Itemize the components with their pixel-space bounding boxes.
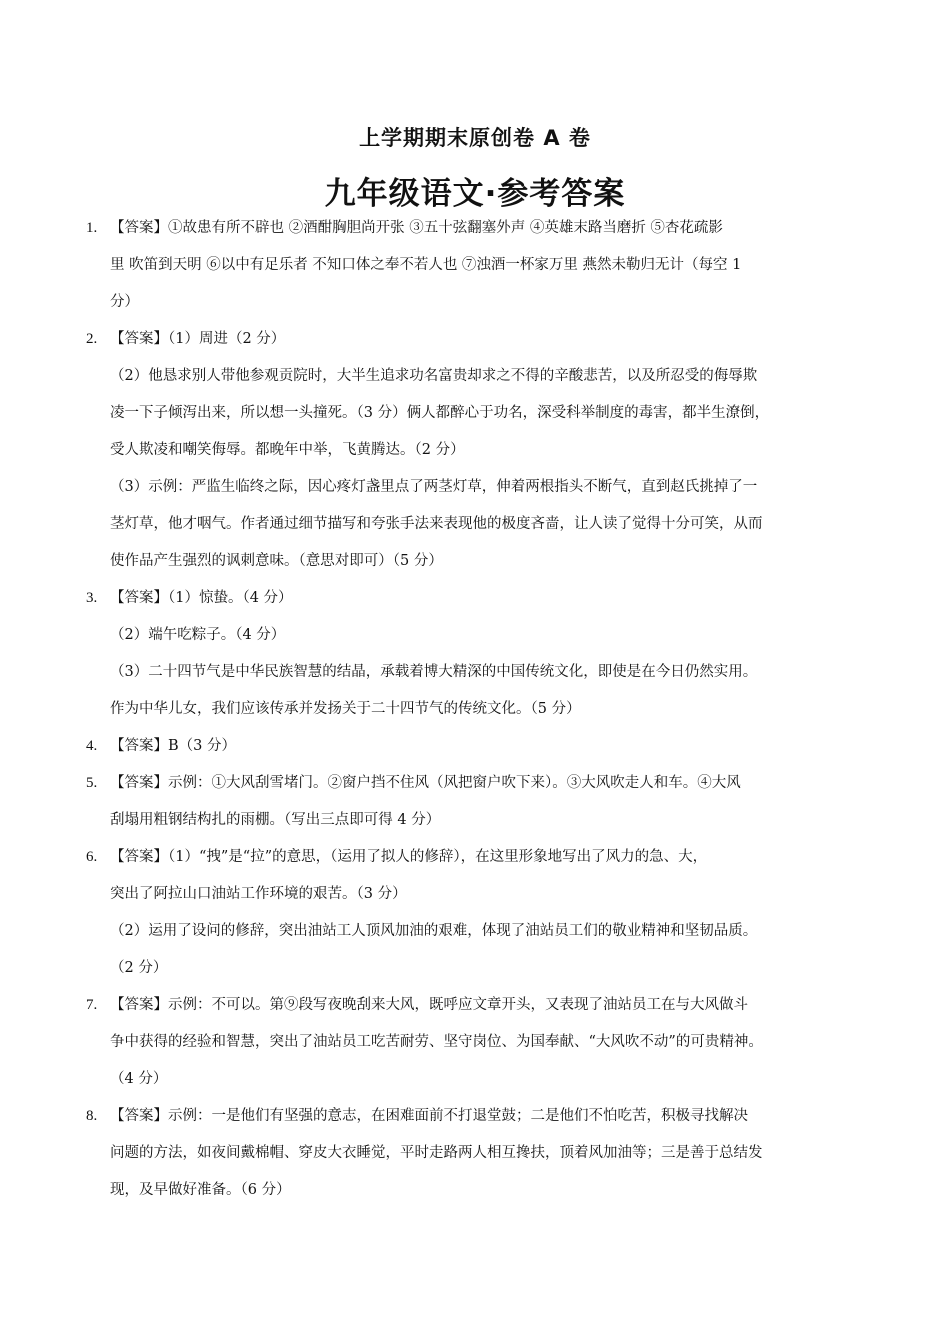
answer-line: 【答案】（1）“拽”是“拉”的意思，（运用了拟人的修辞），在这里形象地写出了风力的急、大， [110, 849, 708, 865]
answer-line: （2）端午吃粽子。（4 分） [110, 627, 286, 643]
answer-line: （3）示例：严监生临终之际，因心疼灯盏里点了两茎灯草，伸着两根指头不断气，直到赵氏挑掉了一 [110, 479, 758, 495]
answer-line: 作为中华儿女，我们应该传承并发扬关于二十四节气的传统文化。（5 分） [110, 701, 581, 717]
answer-line: 分） [110, 294, 139, 310]
answer-number: 2. [86, 331, 98, 347]
answer-item [86, 728, 886, 765]
answer-line: 使作品产生强烈的讽刺意味。（意思对即可）（5 分） [110, 553, 443, 569]
answer-number: 3. [86, 590, 98, 606]
answer-line: 【答案】示例：一是他们有坚强的意志，在困难面前不打退堂鼓；二是他们不怕吃苦，积极寻找解决 [110, 1108, 748, 1124]
answer-line: 受人欺凌和嘲笑侮辱。都晚年中举，飞黄腾达。（2 分） [110, 442, 465, 458]
answer-number: 4. [86, 738, 98, 754]
answer-line: （3）二十四节气是中华民族智慧的结晶，承载着博大精深的中国传统文化，即使是在今日仍然实用。 [110, 664, 758, 680]
page-title: 九年级语文·参考答案 [324, 176, 626, 212]
answer-item [86, 580, 886, 728]
answer-line: 里 吹笛到天明 ⑥以中有足乐者 不知口体之奉不若人也 ⑦浊酒一杯家万里 燕然未勒归无计（每空 1 [110, 257, 742, 273]
answer-number: 7. [86, 997, 98, 1013]
answer-item [86, 1098, 886, 1209]
answer-line: 茎灯草，他才咽气。作者通过细节描写和夸张手法来表现他的极度吝啬，让人读了觉得十分可笑，从而 [110, 516, 763, 532]
answer-line: （2 分） [110, 960, 168, 976]
answer-line: 凌一下子倾泻出来，所以想一头撞死。（3 分）俩人都醉心于功名，深受科举制度的毒害，都半生潦倒， [110, 405, 770, 421]
answer-line: 现，及早做好准备。（6 分） [110, 1182, 291, 1198]
answer-line: （4 分） [110, 1071, 168, 1087]
answer-line: 【答案】（1）周进（2 分） [110, 331, 286, 347]
answer-item [86, 765, 886, 839]
answer-number: 8. [86, 1108, 98, 1124]
answer-line: 突出了阿拉山口油站工作环境的艰苦。（3 分） [110, 886, 407, 902]
answer-line: 问题的方法，如夜间戴棉帽、穿皮大衣睡觉，平时走路两人相互搀扶，顶着风加油等；三是善于总结发 [110, 1145, 763, 1161]
answer-line: 【答案】示例：不可以。第⑨段写夜晚刮来大风，既呼应文章开头，又表现了油站员工在与大风做斗 [110, 997, 748, 1013]
answer-line: 【答案】示例：①大风刮雪堵门。②窗户挡不住风（风把窗户吹下来）。③大风吹走人和车。④大风 [110, 775, 741, 791]
answer-number: 1. [86, 220, 98, 236]
answer-line: 【答案】（1）惊蛰。（4 分） [110, 590, 293, 606]
answer-line: （2）运用了设问的修辞，突出油站工人顶风加油的艰难，体现了油站员工们的敬业精神和坚韧品质。 [110, 923, 758, 939]
answer-line: 【答案】B（3 分） [110, 738, 236, 754]
answer-item [86, 987, 886, 1098]
exam-subtitle: 上学期期末原创卷 A 卷 [359, 126, 591, 150]
answer-line: 【答案】①故患有所不辟也 ②酒酣胸胆尚开张 ③五十弦翻塞外声 ④英雄末路当磨折 ⑤杏花疏影 [110, 220, 723, 236]
answer-line: 刮塌用粗钢结构扎的雨棚。（写出三点即可得 4 分） [110, 812, 441, 828]
answer-item [86, 321, 886, 580]
answer-number: 5. [86, 775, 98, 791]
answer-number: 6. [86, 849, 98, 865]
answer-list [86, 210, 886, 1209]
answer-line: 争中获得的经验和智慧，突出了油站员工吃苦耐劳、坚守岗位、为国奉献、“大风吹不动”的可贵精神。 [110, 1034, 763, 1050]
answer-line: （2）他恳求别人带他参观贡院时，大半生追求功名富贵却求之不得的辛酸悲苦，以及所忍受的侮辱欺 [110, 368, 758, 384]
answer-item [86, 839, 886, 987]
answer-item [86, 210, 886, 321]
